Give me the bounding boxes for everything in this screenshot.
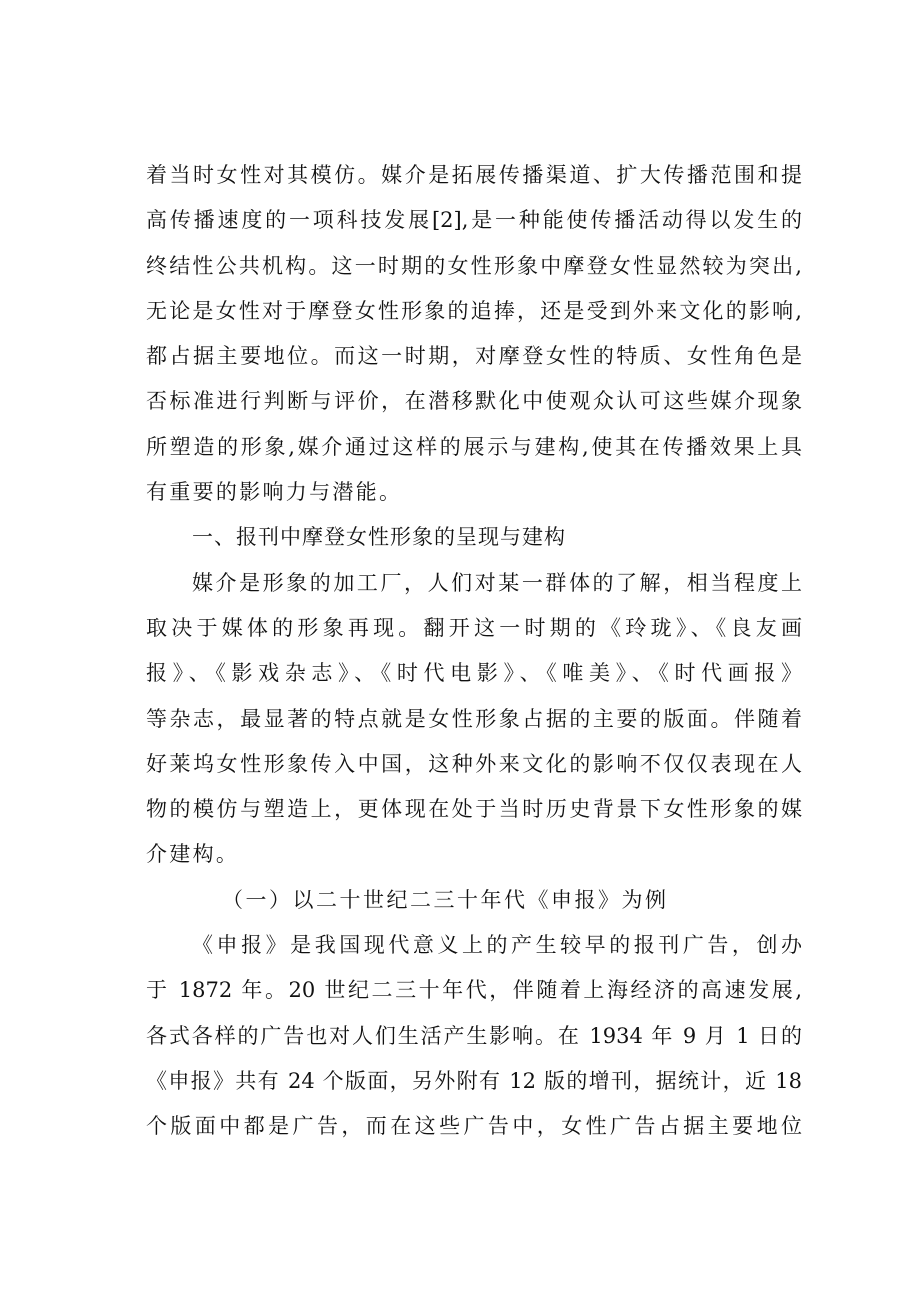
text-line: 各式各样的广告也对人们生活产生影响。在 1934 年 9 月 1 日的 (146, 1023, 802, 1048)
document-body (146, 153, 802, 1150)
text-line: 于 1872 年。20 世纪二三十年代，伴随着上海经济的高速发展, (146, 978, 802, 1003)
text-line: 媒介是形象的加工厂，人们对某一群体的了解，相当程度上 (192, 570, 802, 595)
section-heading: 一、报刊中摩登女性形象的呈现与建构 (192, 525, 566, 550)
text-line: 报》、《影戏杂志》、《时代电影》、《唯美》、《时代画报》 (146, 661, 802, 686)
text-line: 所塑造的形象,媒介通过这样的展示与建构,使其在传播效果上具 (146, 434, 802, 459)
text-line: 都占据主要地位。而这一时期，对摩登女性的特质、女性角色是 (146, 344, 802, 369)
text-line: 物的模仿与塑造上，更体现在处于当时历史背景下女性形象的媒 (146, 797, 802, 822)
text-line: 着当时女性对其模仿。媒介是拓展传播渠道、扩大传播范围和提 (146, 163, 802, 187)
text-line: 《申报》共有 24 个版面，另外附有 12 版的增刊，据统计，近 18 (146, 1068, 802, 1093)
text-line: 介建构。 (146, 842, 240, 867)
text-line: 有重要的影响力与潜能。 (146, 480, 403, 505)
paragraph-2 (146, 561, 802, 878)
text-line: 否标准进行判断与评价，在潜移默化中使观众认可这些媒介现象 (146, 389, 802, 414)
text-line: 个版面中都是广告，而在这些广告中，女性广告占据主要地位 (146, 1114, 802, 1139)
text-line: 等杂志，最显著的特点就是女性形象占据的主要的版面。伴随着 (146, 706, 802, 731)
text-line: 好莱坞女性形象传入中国，这种外来文化的影响不仅仅表现在人 (146, 751, 802, 776)
paragraph-1 (146, 153, 802, 515)
text-line: 取决于媒体的形象再现。翻开这一时期的《玲珑》、《良友画 (146, 615, 802, 640)
text-line: 无论是女性对于摩登女性形象的追捧，还是受到外来文化的影响, (146, 298, 802, 323)
text-line: 《申报》是我国现代意义上的产生较早的报刊广告，创办 (192, 933, 802, 958)
paragraph-3 (146, 923, 802, 1149)
subsection-heading: （一）以二十世纪二三十年代《申报》为例 (222, 887, 669, 912)
text-line: 高传播速度的一项科技发展[2],是一种能使传播活动得以发生的 (146, 208, 802, 233)
text-line: 终结性公共机构。这一时期的女性形象中摩登女性显然较为突出, (146, 253, 802, 278)
